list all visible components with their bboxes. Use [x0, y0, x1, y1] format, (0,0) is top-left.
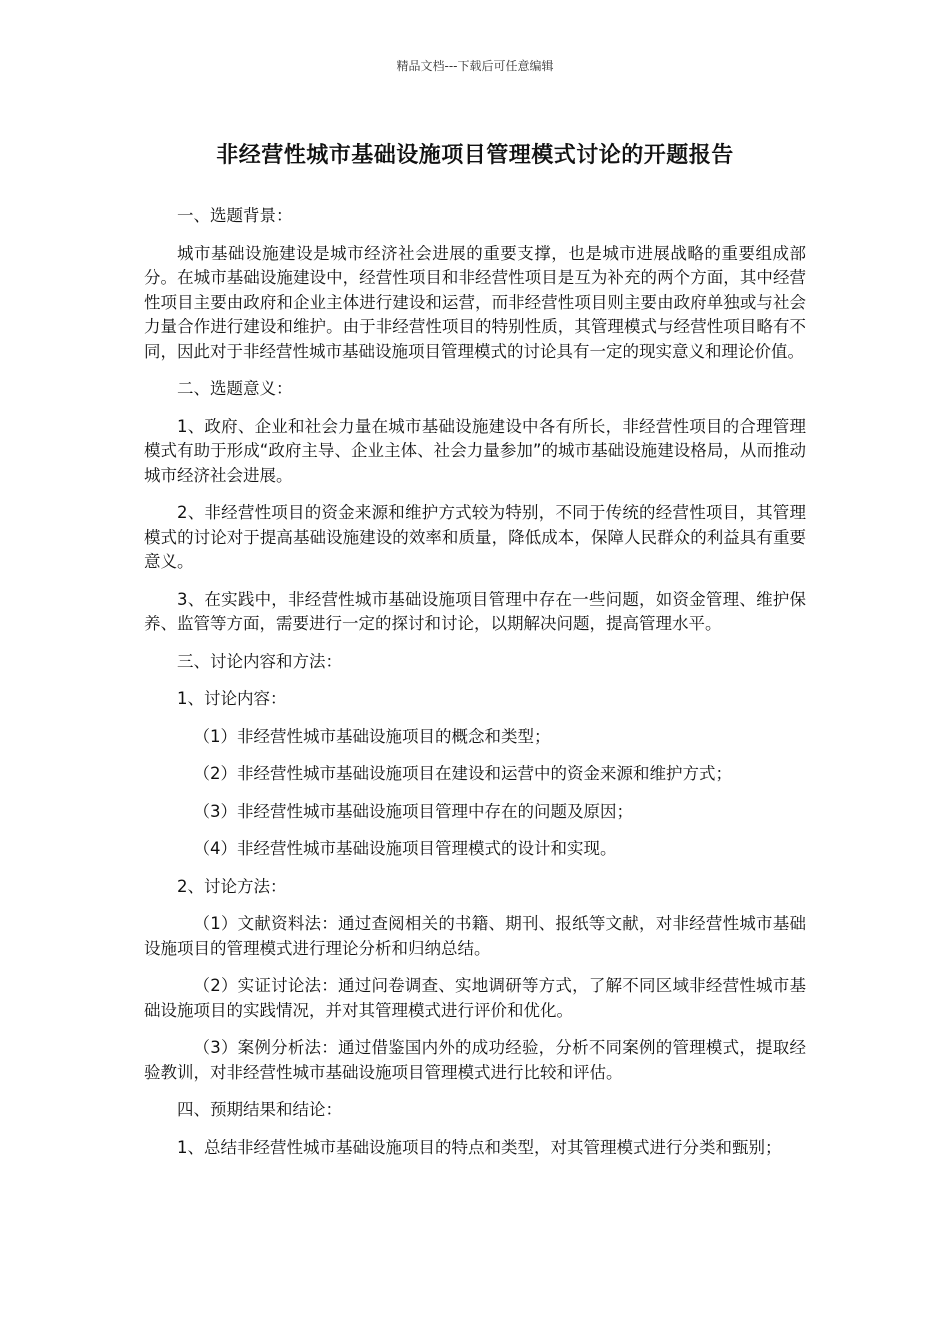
paragraph-significance-3: 3、在实践中，非经营性城市基础设施项目管理中存在一些问题，如资金管理、维护保养、监管等方面，需要进行一定的探讨和讨论，以期解决问题，提高管理水平。 [144, 589, 806, 633]
page-header-note: 精品文档---下载后可任意编辑 [396, 59, 554, 73]
method-item-3: （3）案例分析法：通过借鉴国内外的成功经验，分析不同案例的管理模式，提取经验教训，对非经营性城市基础设施项目管理模式进行比较和评估。 [144, 1038, 806, 1082]
section-heading-significance: 二、选题意义： [177, 379, 293, 398]
document-body [144, 204, 806, 1173]
content-item-2: （2）非经营性城市基础设施项目在建设和运营中的资金来源和维护方式； [193, 764, 732, 783]
content-item-3: （3）非经营性城市基础设施项目管理中存在的问题及原因； [193, 801, 633, 821]
method-item-2: （2）实证讨论法：通过问卷调查、实地调研等方式，了解不同区域非经营性城市基础设施项目的实践情况，并对其管理模式进行评价和优化。 [144, 976, 806, 1020]
method-item-1: （1）文献资料法：通过查阅相关的书籍、期刊、报纸等文献，对非经营性城市基础设施项目的管理模式进行理论分析和归纳总结。 [144, 914, 806, 958]
section-heading-content-methods: 三、讨论内容和方法： [177, 651, 342, 671]
subheading-methods: 2、讨论方法： [177, 876, 287, 896]
section-heading-background: 一、选题背景： [177, 206, 293, 225]
paragraph-background: 城市基础设施建设是城市经济社会进展的重要支撑，也是城市进展战略的重要组成部分。在城市基础设施建设中，经营性项目和非经营性项目是互为补充的两个方面，其中经营性项目主要由政府和企业主体进行建设和运营，而非经营性项目则主要由政府单独或与社会力量合作进行建设和维护。由于非经营性项目的特别性质，其管理模式与经营性项目略有不同，因此对于非经营性城市基础设施项目管理模式的讨论具有一定的现实意义和理论价值。 [144, 243, 806, 361]
paragraph-expected-result-1: 1、总结非经营性城市基础设施项目的特点和类型，对其管理模式进行分类和甄别； [177, 1137, 782, 1157]
document-title: 非经营性城市基础设施项目管理模式讨论的开题报告 [216, 143, 734, 168]
paragraph-significance-2: 2、非经营性项目的资金来源和维护方式较为特别，不同于传统的经营性项目，其管理模式的讨论对于提高基础设施建设的效率和质量，降低成本，保障人民群众的利益具有重要意义。 [144, 503, 806, 571]
content-item-4: （4）非经营性城市基础设施项目管理模式的设计和实现。 [193, 839, 617, 858]
content-item-1: （1）非经营性城市基础设施项目的概念和类型； [193, 726, 551, 746]
section-heading-expected-results: 四、预期结果和结论： [177, 1100, 342, 1119]
paragraph-significance-1: 1、政府、企业和社会力量在城市基础设施建设中各有所长，非经营性项目的合理管理模式有助于形成“政府主导、企业主体、社会力量参加”的城市基础设施建设格局，从而推动城市经济社会进展。 [144, 416, 806, 485]
subheading-content: 1、讨论内容： [177, 689, 287, 708]
